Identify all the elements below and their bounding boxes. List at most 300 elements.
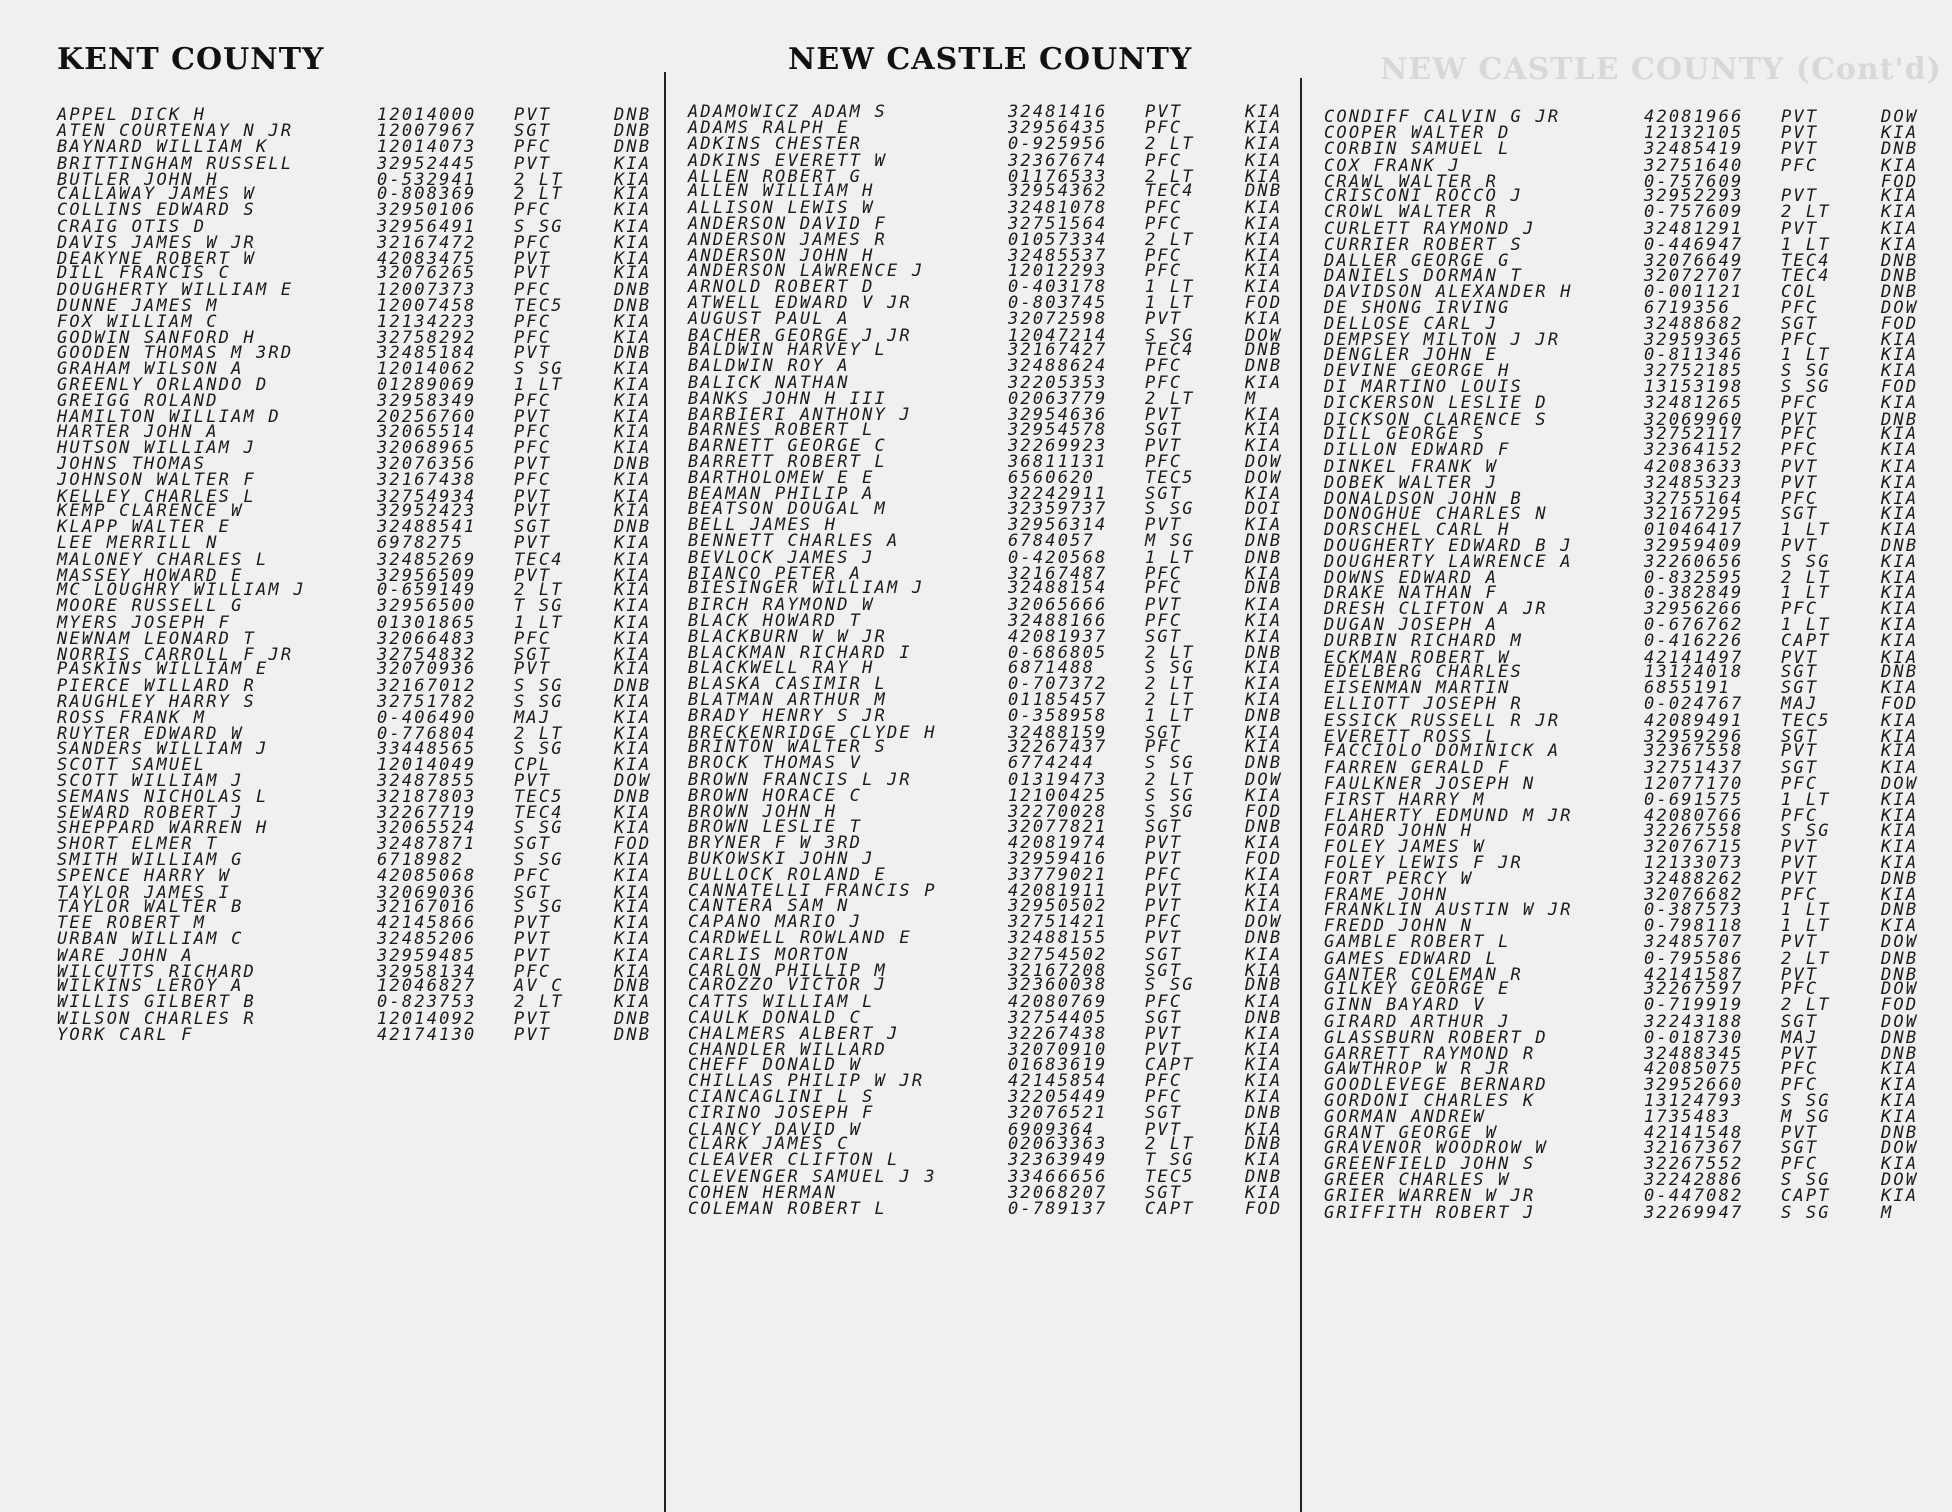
status: KIA: [1245, 865, 1283, 886]
rank: PVT: [1145, 881, 1183, 902]
service-number: 32065524: [377, 817, 477, 838]
soldier-name: BEAMAN PHILIP A: [688, 484, 875, 505]
status: KIA: [614, 644, 652, 665]
service-number: 32754832: [377, 644, 477, 665]
service-number: 42141497: [1644, 647, 1744, 668]
bleed-through-heading: NEW CASTLE COUNTY (Cont'd): [1380, 52, 1942, 87]
soldier-name: BAYNARD WILLIAM K: [57, 137, 269, 158]
rank: S SG: [1781, 361, 1831, 382]
service-number: 0-420568: [1008, 547, 1108, 568]
status: DOW: [1881, 932, 1919, 953]
soldier-name: DRAKE NATHAN F: [1324, 582, 1499, 603]
status: KIA: [614, 328, 652, 349]
service-number: 32956509: [377, 565, 477, 586]
rank: SGT: [1145, 419, 1183, 440]
rank: PFC: [1145, 737, 1183, 758]
status: DNB: [614, 121, 652, 142]
status: KIA: [614, 232, 652, 253]
service-number: 32488345: [1644, 1044, 1744, 1065]
status: KIA: [614, 169, 652, 190]
status: KIA: [1881, 123, 1919, 144]
soldier-name: GARRETT RAYMOND R: [1324, 1044, 1536, 1065]
soldier-name: GRAHAM WILSON A: [57, 358, 244, 379]
rank: PVT: [514, 929, 552, 950]
status: FOD: [1245, 293, 1283, 314]
soldier-name: RUYTER EDWARD W: [57, 724, 244, 745]
status: KIA: [1245, 563, 1283, 584]
rank: 1 LT: [1781, 916, 1831, 937]
soldier-name: DOBEK WALTER J: [1324, 472, 1499, 493]
rank: S SG: [1781, 1170, 1831, 1191]
soldier-name: RAUGHLEY HARRY S: [57, 691, 256, 712]
status: KIA: [1245, 1150, 1283, 1171]
status: DNB: [1245, 643, 1283, 664]
soldier-name: MC LOUGHRY WILLIAM J: [57, 580, 306, 601]
rank: S SG: [514, 850, 564, 871]
status: KIA: [1881, 853, 1919, 874]
soldier-name: FRANKLIN AUSTIN W JR: [1324, 900, 1573, 920]
rank: PVT: [1145, 1119, 1183, 1140]
rank: SGT: [514, 882, 552, 903]
service-number: 12100425: [1008, 785, 1108, 806]
rank: PVT: [1781, 409, 1819, 430]
soldier-name: DINKEL FRANK W: [1324, 456, 1499, 477]
service-number: 32367558: [1644, 741, 1744, 762]
soldier-name: FACCIOLO DOMINICK A: [1324, 741, 1561, 762]
rank: SGT: [1781, 726, 1819, 747]
service-number: 02063779: [1008, 388, 1108, 409]
status: KIA: [1245, 832, 1283, 853]
service-number: 32360038: [1008, 975, 1108, 996]
rank: PFC: [1781, 440, 1819, 461]
soldier-name: PIERCE WILLARD R: [57, 675, 256, 696]
status: KIA: [1881, 741, 1919, 762]
service-number: 32076715: [1644, 836, 1744, 857]
status: KIA: [614, 358, 652, 379]
soldier-name: WARE JOHN A: [57, 945, 194, 966]
service-number: 32485419: [1644, 139, 1744, 160]
service-number: 32242886: [1644, 1170, 1744, 1191]
service-number: 32952445: [377, 153, 477, 174]
soldier-name: BRADY HENRY S JR: [688, 706, 887, 727]
soldier-name: CRISCONI ROCCO J: [1324, 186, 1523, 207]
soldier-name: CURRIER ROBERT S: [1324, 234, 1523, 255]
soldier-name: CLEAVER CLIFTON L: [688, 1150, 900, 1171]
rank: SGT: [514, 517, 552, 538]
rank: MAJ: [1781, 694, 1819, 715]
status: DNB: [1881, 265, 1919, 286]
soldier-name: TAYLOR JAMES I: [57, 882, 232, 903]
status: DOW: [1881, 773, 1919, 794]
status: FOD: [1881, 314, 1919, 335]
rank: 1 LT: [1781, 519, 1831, 540]
service-number: 42145866: [377, 913, 477, 934]
soldier-name: BLACKMAN RICHARD I: [688, 643, 912, 664]
status: FOD: [1245, 1198, 1283, 1219]
soldier-name: ADAMS RALPH E: [688, 118, 850, 139]
status: KIA: [1881, 582, 1919, 603]
rank: PFC: [1145, 991, 1183, 1012]
rank: PVT: [1781, 964, 1819, 985]
service-number: 32068965: [377, 437, 477, 458]
service-number: 32267438: [1008, 1023, 1108, 1044]
status: KIA: [614, 407, 652, 428]
service-number: 32950502: [1008, 896, 1108, 916]
status: KIA: [1245, 991, 1283, 1012]
rank: S SG: [1145, 499, 1195, 519]
service-number: 32956435: [1008, 118, 1108, 139]
status: DNB: [1245, 706, 1283, 727]
status: KIA: [614, 803, 652, 824]
status: KIA: [1245, 484, 1283, 505]
service-number: 32068207: [1008, 1182, 1108, 1203]
rank: CPL: [514, 754, 552, 775]
soldier-name: BUTLER JOHN H: [57, 169, 219, 190]
service-number: 0-001121: [1644, 281, 1744, 302]
status: KIA: [1881, 552, 1919, 573]
soldier-name: YORK CARL F: [57, 1024, 194, 1045]
service-number: 32069960: [1644, 409, 1744, 430]
rank: S SG: [1781, 552, 1831, 573]
status: KIA: [614, 421, 652, 442]
rank: PFC: [514, 232, 552, 253]
rank: 2 LT: [514, 580, 564, 601]
status: KIA: [614, 992, 652, 1013]
status: KIA: [1881, 678, 1919, 699]
soldier-name: CHANDLER WILLARD: [688, 1040, 887, 1061]
rank: 2 LT: [514, 169, 564, 190]
status: KIA: [614, 612, 652, 633]
soldier-name: GANTER COLEMAN R: [1324, 964, 1523, 985]
soldier-name: CIRINO JOSEPH F: [688, 1103, 875, 1124]
rank: 2 LT: [1145, 166, 1195, 187]
soldier-name: FOLEY LEWIS F JR: [1324, 853, 1523, 874]
soldier-name: CROWL WALTER R: [1324, 202, 1499, 223]
service-number: 0-757609: [1644, 202, 1744, 223]
service-number: 42083633: [1644, 456, 1744, 477]
rank: PFC: [1781, 885, 1819, 906]
service-number: 32959485: [377, 945, 477, 966]
status: KIA: [1881, 568, 1919, 589]
status: DNB: [1245, 531, 1283, 552]
rank: PFC: [1145, 260, 1183, 281]
service-number: 32481078: [1008, 197, 1108, 218]
status: KIA: [1245, 594, 1283, 615]
status: KIA: [1881, 519, 1919, 540]
status: KIA: [1881, 1058, 1919, 1079]
rank: 2 LT: [514, 992, 564, 1013]
status: KIA: [1881, 361, 1919, 382]
rank: 2 LT: [1145, 673, 1195, 694]
rank: SGT: [1781, 1137, 1819, 1158]
rank: PFC: [514, 421, 552, 442]
service-number: 32956491: [377, 216, 477, 237]
soldier-name: GREENFIELD JOHN S: [1324, 1154, 1536, 1175]
rank: 1 LT: [1145, 706, 1195, 727]
rank: PFC: [1781, 773, 1819, 794]
soldier-name: CAROZZO VICTOR J: [688, 975, 887, 996]
status: KIA: [1881, 726, 1919, 747]
rank: PFC: [1145, 451, 1183, 472]
status: FOD: [1881, 995, 1919, 1016]
service-number: 6718982: [377, 850, 465, 871]
rank: 2 LT: [514, 724, 564, 745]
service-number: 20256760: [377, 407, 477, 428]
rank: PFC: [514, 961, 552, 982]
status: DNB: [1245, 816, 1283, 837]
rank: PVT: [1781, 932, 1819, 953]
status: KIA: [614, 565, 652, 586]
soldier-name: ALLISON LEWIS W: [688, 197, 875, 218]
rank: 2 LT: [1781, 202, 1831, 223]
service-number: 0-832595: [1644, 568, 1744, 589]
rank: PVT: [1145, 404, 1183, 425]
service-number: 32167487: [1008, 563, 1108, 584]
service-number: 01289069: [377, 374, 477, 395]
status: FOD: [1245, 848, 1283, 869]
service-number: 32952423: [377, 501, 477, 521]
service-number: 42141587: [1644, 964, 1744, 985]
service-number: 12007967: [377, 121, 477, 142]
service-number: 12014000: [377, 105, 477, 125]
status: DOW: [1881, 107, 1919, 127]
service-number: 0-811346: [1644, 344, 1744, 365]
soldier-name: CLARK JAMES C: [688, 1134, 850, 1155]
service-number: 42085075: [1644, 1058, 1744, 1079]
service-number: 32267719: [377, 803, 477, 824]
status: DNB: [614, 787, 652, 808]
status: DOW: [1881, 1170, 1919, 1191]
service-number: 0-776804: [377, 724, 477, 745]
soldier-name: CHILLAS PHILIP W JR: [688, 1070, 925, 1091]
rank: 2 LT: [1781, 995, 1831, 1016]
status: KIA: [1245, 673, 1283, 694]
service-number: 32076265: [377, 263, 477, 284]
soldier-name: ANDERSON DAVID F: [688, 213, 887, 234]
soldier-name: FOLEY JAMES W: [1324, 836, 1486, 857]
soldier-name: BIESINGER WILLIAM J: [688, 578, 925, 599]
soldier-name: DAVIDSON ALEXANDER H: [1324, 281, 1573, 302]
rank: CAPT: [1145, 1054, 1195, 1075]
soldier-name: COOPER WALTER D: [1324, 123, 1511, 144]
status: KIA: [1881, 503, 1919, 524]
status: KIA: [614, 580, 652, 601]
rank: TEC5: [514, 295, 564, 316]
rank: S SG: [1781, 1202, 1831, 1223]
soldier-name: DALLER GEORGE G: [1324, 251, 1511, 272]
soldier-name: NEWNAM LEONARD T: [57, 628, 256, 649]
service-number: 32487871: [377, 833, 477, 854]
rank: 2 LT: [1145, 134, 1195, 155]
rank: SGT: [1145, 626, 1183, 647]
soldier-name: BARNES ROBERT L: [688, 419, 875, 440]
status: M: [1245, 388, 1258, 409]
status: KIA: [1881, 234, 1919, 255]
service-number: 32485323: [1644, 472, 1744, 493]
status: KIA: [1245, 309, 1283, 330]
service-number: 32751421: [1008, 912, 1108, 933]
status: KIA: [614, 374, 652, 395]
service-number: 32754934: [377, 486, 477, 507]
soldier-name: GLASSBURN ROBERT D: [1324, 1027, 1548, 1048]
status: KIA: [1245, 1087, 1283, 1108]
rank: TEC4: [514, 549, 564, 570]
soldier-name: CARLIS MORTON: [688, 944, 850, 965]
status: KIA: [1881, 885, 1919, 906]
soldier-name: BARBIERI ANTHONY J: [688, 404, 912, 425]
service-number: 0-018730: [1644, 1027, 1744, 1048]
rank: 1 LT: [1145, 276, 1195, 297]
rank: S SG: [1145, 657, 1195, 678]
soldier-name: CURLETT RAYMOND J: [1324, 218, 1536, 239]
service-number: 0-686805: [1008, 643, 1108, 664]
rank: PFC: [514, 470, 552, 491]
soldier-name: CALLAWAY JAMES W: [57, 184, 256, 205]
service-number: 32488541: [377, 517, 477, 538]
status: KIA: [1881, 1090, 1919, 1111]
service-number: 12007373: [377, 279, 477, 300]
rank: S SG: [1781, 820, 1831, 841]
status: DOW: [1245, 325, 1283, 346]
status: DOW: [1881, 297, 1919, 318]
rank: PFC: [514, 137, 552, 158]
soldier-name: MALONEY CHARLES L: [57, 549, 269, 570]
status: KIA: [614, 929, 652, 950]
service-number: 32754405: [1008, 1007, 1108, 1028]
service-number: 12014092: [377, 1008, 477, 1029]
service-number: 6978275: [377, 533, 465, 554]
service-number: 12134223: [377, 311, 477, 332]
soldier-name: BENNETT CHARLES A: [688, 531, 900, 552]
service-number: 32950106: [377, 200, 477, 221]
rank: SGT: [1781, 757, 1819, 778]
status: KIA: [1245, 1054, 1283, 1075]
soldier-name: BALICK NATHAN: [688, 372, 850, 393]
service-number: 32359737: [1008, 499, 1108, 519]
service-number: 32242911: [1008, 484, 1108, 505]
soldier-name: BLACKWELL RAY H: [688, 657, 875, 678]
soldier-name: CRAWL WALTER R: [1324, 171, 1499, 192]
status: KIA: [1881, 344, 1919, 365]
service-number: 42174130: [377, 1024, 477, 1045]
rank: S SG: [1145, 801, 1195, 822]
status: KIA: [1245, 1040, 1283, 1061]
service-number: 12014049: [377, 754, 477, 775]
rank: PVT: [1145, 1023, 1183, 1044]
status: DNB: [614, 137, 652, 158]
status: KIA: [614, 628, 652, 649]
rank: SGT: [1145, 484, 1183, 505]
service-number: 32958349: [377, 391, 477, 412]
service-number: 32481265: [1644, 393, 1744, 414]
rank: PFC: [1145, 372, 1183, 393]
service-number: 32363949: [1008, 1150, 1108, 1171]
soldier-name: BARTHOLOMEW E E: [688, 468, 875, 489]
status: KIA: [614, 470, 652, 491]
soldier-name: ALLEN WILLIAM H: [688, 181, 875, 202]
rank: 2 LT: [1781, 948, 1831, 969]
rank: PVT: [1781, 836, 1819, 857]
status: KIA: [1881, 186, 1919, 207]
service-number: 32167295: [1644, 503, 1744, 524]
soldier-name: ADAMOWICZ ADAM S: [688, 102, 887, 122]
status: DNB: [1881, 139, 1919, 160]
status: DNB: [614, 454, 652, 475]
soldier-name: BALDWIN HARVEY L: [688, 340, 887, 361]
soldier-name: SANDERS WILLIAM J: [57, 738, 269, 759]
status: DNB: [1881, 409, 1919, 430]
soldier-name: GAWTHROP W R JR: [1324, 1058, 1511, 1079]
soldier-name: CAULK DONALD C: [688, 1007, 863, 1028]
service-number: 32167208: [1008, 960, 1108, 981]
soldier-name: DOUGHERTY LAWRENCE A: [1324, 552, 1573, 573]
soldier-name: BRITTINGHAM RUSSELL: [57, 153, 294, 174]
status: KIA: [614, 754, 652, 775]
soldier-name: BEATSON DOUGAL M: [688, 499, 887, 519]
status: KIA: [1881, 472, 1919, 493]
soldier-name: AUGUST PAUL A: [688, 309, 850, 330]
column-divider-right: [1300, 78, 1302, 1512]
service-number: 32751782: [377, 691, 477, 712]
service-number: 32956314: [1008, 515, 1108, 536]
soldier-name: BROWN FRANCIS L JR: [688, 769, 912, 790]
service-number: 01319473: [1008, 769, 1108, 790]
status: DOW: [614, 770, 652, 791]
status: KIA: [1245, 896, 1283, 916]
soldier-name: GRAVENOR WOODROW W: [1324, 1137, 1548, 1158]
soldier-name: EISENMAN MARTIN: [1324, 678, 1511, 699]
soldier-name: DUNNE JAMES M: [57, 295, 219, 316]
rank: PVT: [1781, 186, 1819, 207]
status: KIA: [614, 659, 652, 680]
status: KIA: [614, 866, 652, 887]
status: KIA: [1881, 202, 1919, 223]
new-castle-county-heading: NEW CASTLE COUNTY: [788, 42, 1193, 77]
rank: 2 LT: [1145, 388, 1195, 409]
rank: S SG: [1145, 785, 1195, 806]
status: KIA: [1245, 785, 1283, 806]
service-number: 32065514: [377, 421, 477, 442]
service-number: 13153198: [1644, 377, 1744, 398]
status: DOW: [1881, 979, 1919, 1000]
soldier-name: BIRCH RAYMOND W: [688, 594, 875, 615]
soldier-name: BLASKA CASIMIR L: [688, 673, 887, 694]
rank: 2 LT: [1145, 643, 1195, 664]
soldier-name: GREENLY ORLANDO D: [57, 374, 269, 395]
status: KIA: [614, 311, 652, 332]
status: KIA: [1245, 960, 1283, 981]
service-number: 32167427: [1008, 340, 1108, 361]
soldier-name: FOX WILLIAM C: [57, 311, 219, 332]
soldier-name: DONOGHUE CHARLES N: [1324, 503, 1548, 524]
status: KIA: [614, 897, 652, 917]
rank: S SG: [514, 216, 564, 237]
service-number: 32952293: [1644, 186, 1744, 207]
service-number: 0-659149: [377, 580, 477, 601]
soldier-name: DRESH CLIFTON A JR: [1324, 598, 1548, 619]
soldier-name: ESSICK RUSSELL R JR: [1324, 710, 1561, 731]
status: DNB: [1881, 900, 1919, 920]
service-number: 32205353: [1008, 372, 1108, 393]
service-number: 32488262: [1644, 869, 1744, 890]
soldier-name: KELLEY CHARLES L: [57, 486, 256, 507]
rank: 1 LT: [1781, 789, 1831, 810]
soldier-name: FREDD JOHN N: [1324, 916, 1474, 937]
soldier-name: FAULKNER JOSEPH N: [1324, 773, 1536, 794]
status: KIA: [614, 691, 652, 712]
service-number: 32269923: [1008, 435, 1108, 456]
status: DNB: [614, 295, 652, 316]
